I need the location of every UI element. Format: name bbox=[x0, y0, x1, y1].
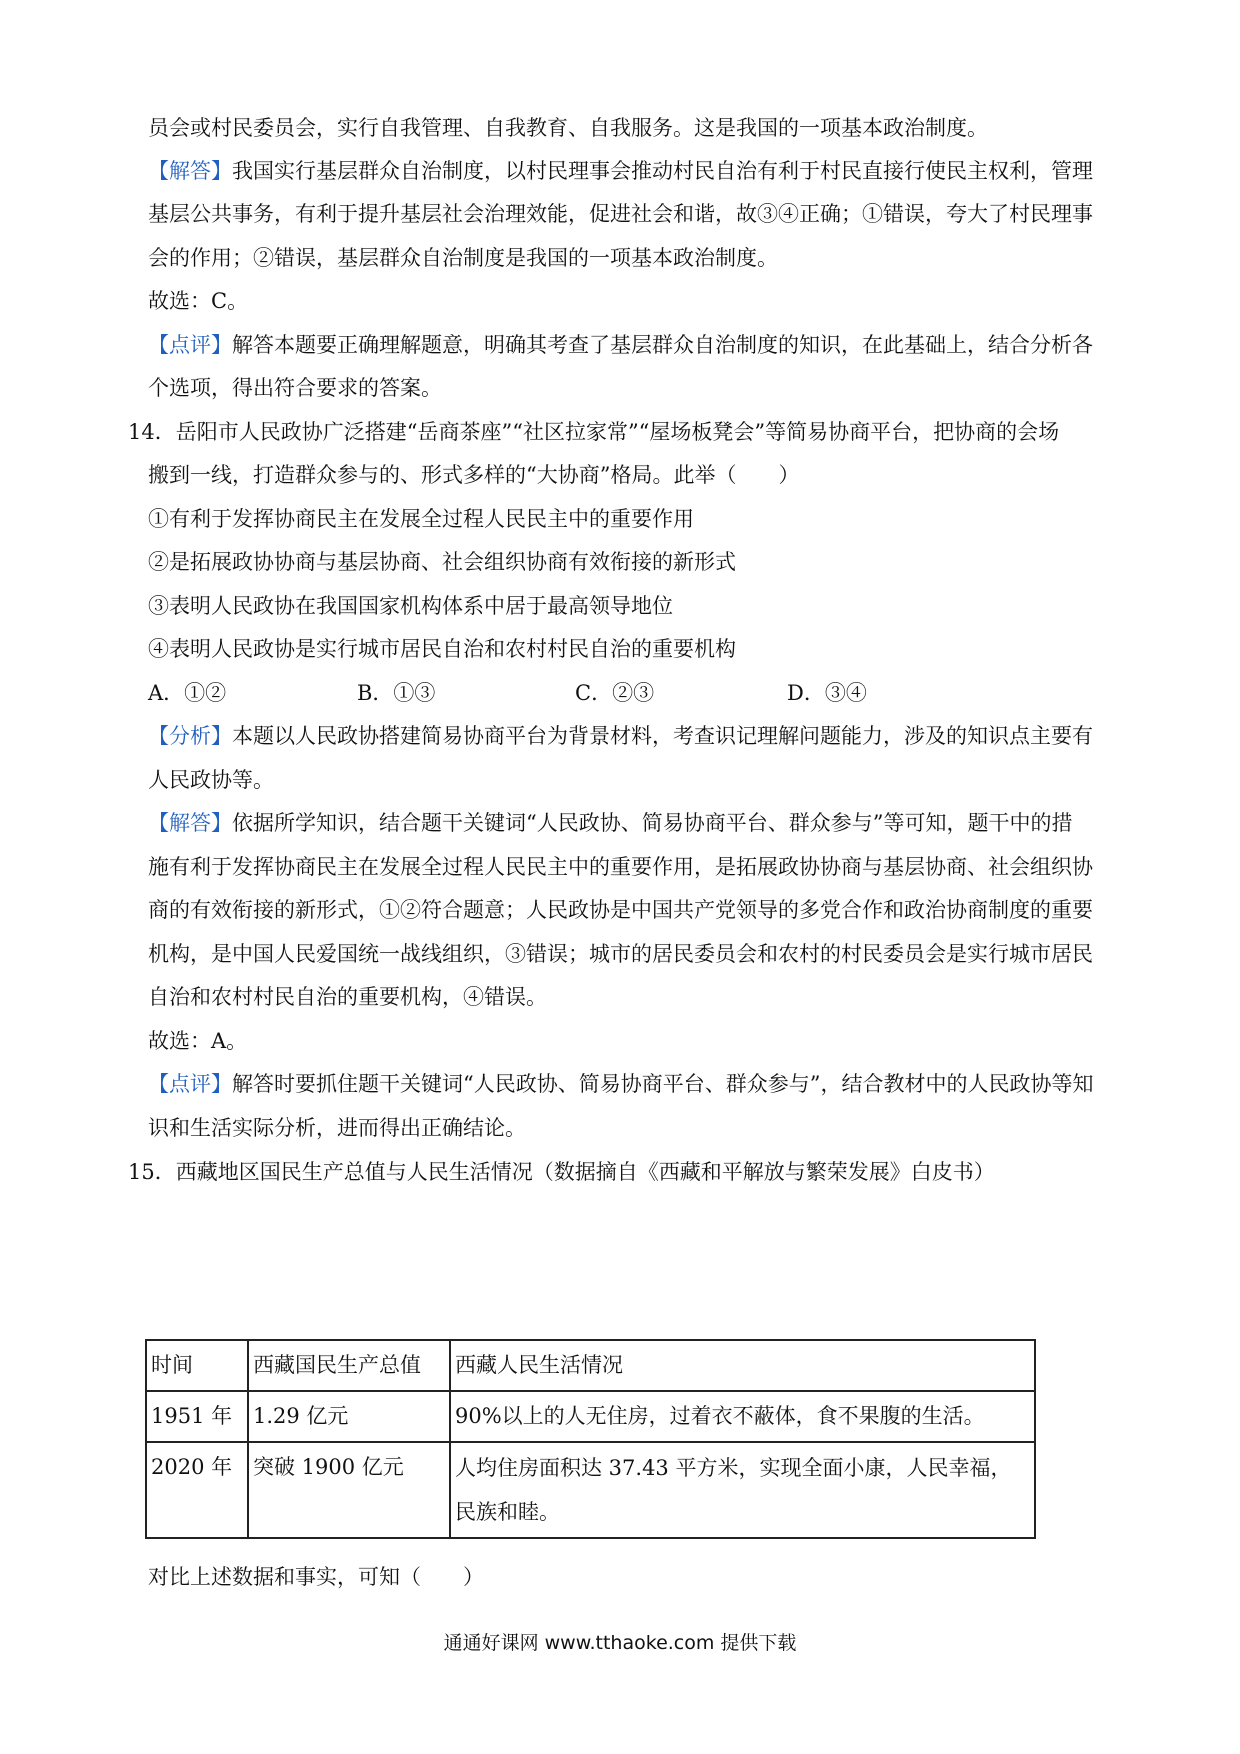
option-b: B．①③ bbox=[357, 681, 436, 705]
question-14-stem-line: 搬到一线，打造群众参与的、形式多样的“大协商”格局。此举（ ） bbox=[148, 463, 800, 487]
question-number: 14． bbox=[128, 420, 176, 444]
table-header-cell: 西藏国民生产总值 bbox=[248, 1340, 450, 1391]
table-cell: 2020 年 bbox=[146, 1442, 248, 1538]
table-cell-line: 民族和睦。 bbox=[455, 1500, 560, 1524]
answer-text: 依据所学知识，结合题干关键词“人民政协、简易协商平台、群众参与”等可知，题干中的措 bbox=[232, 811, 1073, 835]
option-a: A．①② bbox=[148, 681, 227, 705]
footer-text: 通通好课网 www.tthaoke.com 提供下载 bbox=[443, 1632, 797, 1654]
data-table bbox=[145, 1339, 1036, 1539]
question-text: 岳阳市人民政协广泛搭建“岳商茶座”“社区拉家常”“屋场板凳会”等简易协商平台，把协商的会场 bbox=[175, 420, 1060, 444]
table-header-row bbox=[146, 1340, 1035, 1391]
question-14-stem bbox=[128, 417, 1059, 447]
question-text: 西藏地区国民生产总值与人民生活情况（数据摘自《西藏和平解放与繁荣发展》白皮书） bbox=[175, 1160, 995, 1184]
paragraph-line: 员会或村民委员会，实行自我管理、自我教育、自我服务。这是我国的一项基本政治制度。 bbox=[148, 116, 988, 140]
choice-line: 故选：C。 bbox=[148, 289, 249, 313]
statement-2: ②是拓展政协协商与基层协商、社会组织协商有效衔接的新形式 bbox=[148, 550, 736, 574]
table-cell: 1.29 亿元 bbox=[248, 1391, 450, 1442]
comment-line: 识和生活实际分析，进而得出正确结论。 bbox=[148, 1116, 526, 1140]
table-cell: 突破 1900 亿元 bbox=[248, 1442, 450, 1538]
comment-tag: 【点评】 bbox=[148, 333, 232, 357]
table-header-cell: 西藏人民生活情况 bbox=[450, 1340, 1035, 1391]
table-cell-line: 人均住房面积达 37.43 平方米，实现全面小康，人民幸福， bbox=[455, 1456, 1012, 1480]
statement-3: ③表明人民政协在我国国家机构体系中居于最高领导地位 bbox=[148, 594, 673, 618]
comment-line bbox=[148, 330, 1093, 360]
question-number: 15． bbox=[128, 1160, 176, 1184]
analysis-line bbox=[148, 721, 1093, 751]
option-d: D．③④ bbox=[787, 681, 867, 705]
option-c: C．②③ bbox=[575, 681, 655, 705]
answer-line bbox=[148, 156, 1093, 186]
table-cell: 90%以上的人无住房，过着衣不蔽体，食不果腹的生活。 bbox=[450, 1391, 1035, 1442]
answer-tag: 【解答】 bbox=[148, 159, 232, 183]
table-header-cell: 时间 bbox=[146, 1340, 248, 1391]
answer-line: 基层公共事务，有利于提升基层社会治理效能，促进社会和谐，故③④正确；①错误，夸大了村民理事 bbox=[148, 202, 1093, 226]
question-15-stem bbox=[128, 1157, 995, 1187]
analysis-tag: 【分析】 bbox=[148, 724, 232, 748]
comment-line bbox=[148, 1069, 1093, 1099]
analysis-line: 人民政协等。 bbox=[148, 768, 274, 792]
statement-1: ①有利于发挥协商民主在发展全过程人民民主中的重要作用 bbox=[148, 507, 694, 531]
answer-text: 我国实行基层群众自治制度，以村民理事会推动村民自治有利于村民直接行使民主权利，管理 bbox=[232, 159, 1093, 183]
comment-line: 个选项，得出符合要求的答案。 bbox=[148, 376, 442, 400]
answer-line: 施有利于发挥协商民主在发展全过程人民民主中的重要作用，是拓展政协协商与基层协商、社会组织协 bbox=[148, 855, 1093, 879]
table-cell bbox=[450, 1442, 1035, 1538]
answer-line: 机构，是中国人民爱国统一战线组织，③错误；城市的居民委员会和农村的村民委员会是实行城市居民 bbox=[148, 942, 1093, 966]
comment-text: 解答本题要正确理解题意，明确其考查了基层群众自治制度的知识，在此基础上，结合分析各 bbox=[232, 333, 1093, 357]
answer-tag: 【解答】 bbox=[148, 811, 232, 835]
table-row bbox=[146, 1391, 1035, 1442]
comment-tag: 【点评】 bbox=[148, 1072, 232, 1096]
answer-line: 会的作用；②错误，基层群众自治制度是我国的一项基本政治制度。 bbox=[148, 246, 778, 270]
comment-text: 解答时要抓住题干关键词“人民政协、简易协商平台、群众参与”，结合教材中的人民政协等知 bbox=[232, 1072, 1094, 1096]
statement-4: ④表明人民政协是实行城市居民自治和农村村民自治的重要机构 bbox=[148, 637, 736, 661]
table-cell: 1951 年 bbox=[146, 1391, 248, 1442]
table-row bbox=[146, 1442, 1035, 1538]
answer-line: 自治和农村村民自治的重要机构，④错误。 bbox=[148, 985, 547, 1009]
choice-line: 故选：A。 bbox=[148, 1029, 248, 1053]
question-15-prompt: 对比上述数据和事实，可知（ ） bbox=[148, 1565, 484, 1589]
analysis-text: 本题以人民政协搭建简易协商平台为背景材料，考查识记理解问题能力，涉及的知识点主要有 bbox=[232, 724, 1093, 748]
answer-line bbox=[148, 808, 1072, 838]
answer-line: 商的有效衔接的新形式，①②符合题意；人民政协是中国共产党领导的多党合作和政治协商制度的重要 bbox=[148, 898, 1093, 922]
